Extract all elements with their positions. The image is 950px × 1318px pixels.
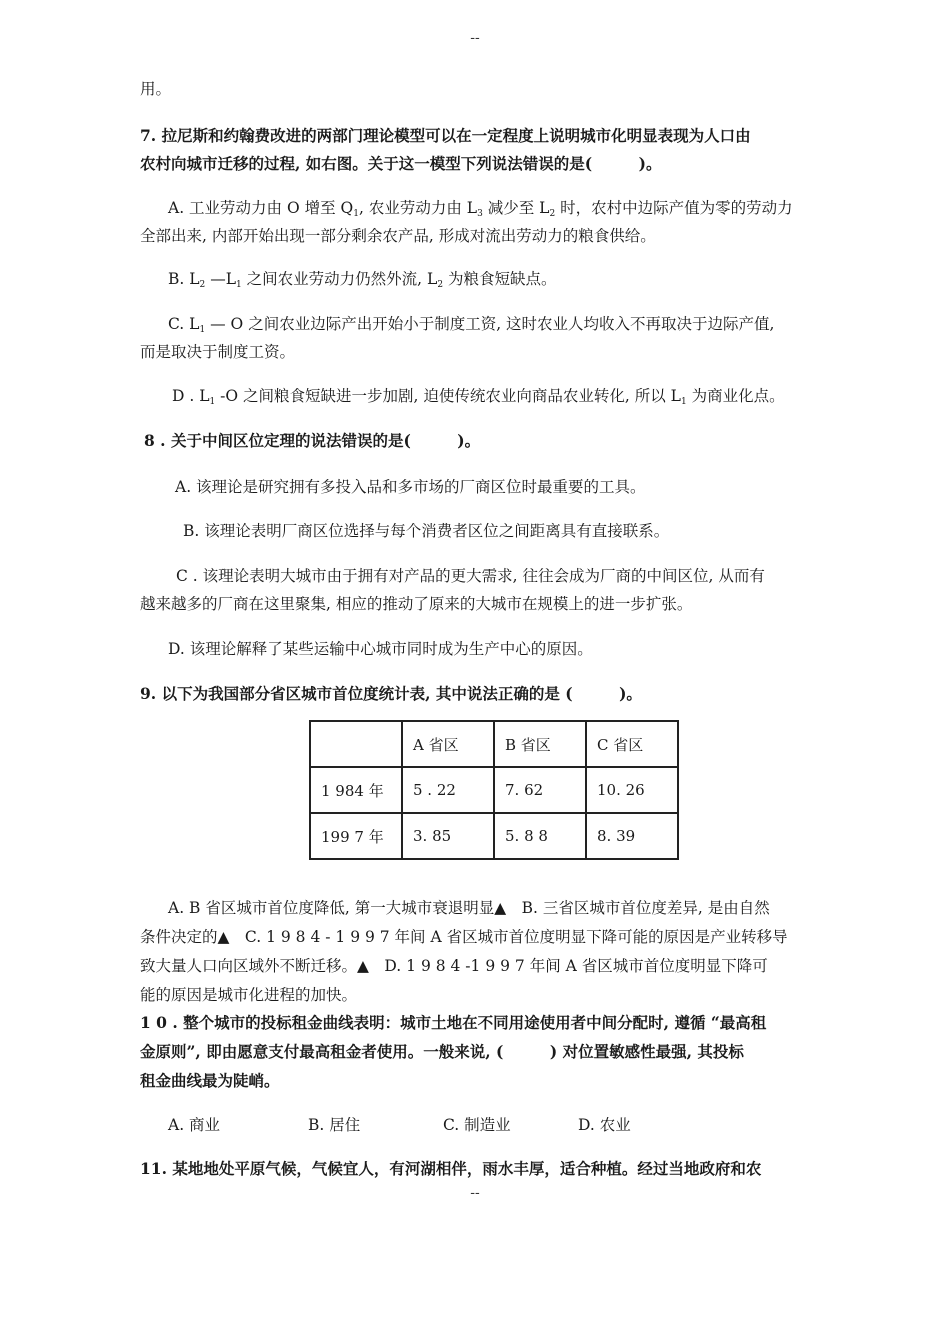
table-cell: 3. 85 xyxy=(402,813,494,859)
q8-option-c-line1: C . 该理论表明大城市由于拥有对产品的更大需求, 往往会成为厂商的中间区位, 从而有 xyxy=(176,567,765,585)
q10-stem-line2: 金原则”, 即由愿意支付最高租金者使用。一般来说, ( ) 对位置敏感性最强, 其投标 xyxy=(140,1042,744,1061)
header-mark: -- xyxy=(470,30,480,46)
table-header-row xyxy=(310,721,678,767)
q9-options-line2: 条件决定的▲ C. 1 9 8 4 - 1 9 9 7 年间 A 省区城市首位度明显下降可能的原因是产业转移导 xyxy=(140,928,788,946)
previous-question-tail: 用。 xyxy=(140,80,172,98)
table-cell: 8. 39 xyxy=(586,813,678,859)
table-cell: 7. 62 xyxy=(494,767,586,813)
q7-option-a-line2: 全部出来, 内部开始出现一部分剩余农产品, 形成对流出劳动力的粮食供给。 xyxy=(140,227,656,245)
q10-option-c: C. 制造业 xyxy=(443,1116,511,1134)
q10-options xyxy=(168,1114,848,1136)
q7-option-d: D . $L_1$ -O 之间粮食短缺进一步加剧, 迫使传统农业向商品农业转化, 所以 $L_1$ 为商业化点。 xyxy=(172,387,785,407)
q7-stem-line2: 农村向城市迁移的过程, 如右图。关于这一模型下列说法错误的是( )。 xyxy=(140,154,662,173)
q9-stem: 9. 以下为我国部分省区城市首位度统计表, 其中说法正确的是 ( )。 xyxy=(140,684,642,703)
table-cell: 199 7 年 xyxy=(310,813,402,859)
table-header-cell: A 省区 xyxy=(402,721,494,767)
q8-option-a: A. 该理论是研究拥有多投入品和多市场的厂商区位时最重要的工具。 xyxy=(175,478,646,496)
q9-options-line4: 能的原因是城市化进程的加快。 xyxy=(140,986,358,1004)
q10-option-a: A. 商业 xyxy=(168,1116,221,1134)
q7-stem-line1: 7. 拉尼斯和约翰费改进的两部门理论模型可以在一定程度上说明城市化明显表现为人口由 xyxy=(140,126,751,145)
q8-option-b: B. 该理论表明厂商区位选择与每个消费者区位之间距离具有直接联系。 xyxy=(183,522,670,540)
q10-option-b: B. 居住 xyxy=(308,1116,361,1134)
q7-option-c-line2: 而是取决于制度工资。 xyxy=(140,343,296,361)
q7-option-b: B. $L_2$ $—L_1$ 之间农业劳动力仍然外流, $L_2$ 为粮食短缺点。 xyxy=(168,270,557,290)
q10-stem-line3: 租金曲线最为陡峭。 xyxy=(140,1071,280,1090)
q8-option-c-line2: 越来越多的厂商在这里聚集, 相应的推动了原来的大城市在规模上的进一步扩张。 xyxy=(140,595,693,613)
q8-option-d: D. 该理论解释了某些运输中心城市同时成为生产中心的原因。 xyxy=(168,640,593,658)
table-cell: 1 984 年 xyxy=(310,767,402,813)
table-cell: 5. 8 8 xyxy=(494,813,586,859)
q9-options-line3: 致大量人口向区域外不断迁移。▲ D. 1 9 8 4 -1 9 9 7 年间 A 省区城市首位度明显下降可 xyxy=(140,957,768,975)
table-row xyxy=(310,813,678,859)
table-cell: 10. 26 xyxy=(586,767,678,813)
q10-option-d: D. 农业 xyxy=(578,1116,631,1134)
q9-options-line1: A. B 省区城市首位度降低, 第一大城市衰退明显▲ B. 三省区城市首位度差异, 是由自然 xyxy=(168,899,770,917)
q11-stem-line1: 11. 某地地处平原气候，气候宜人，有河湖相伴，雨水丰厚，适合种植。经过当地政府和农 xyxy=(140,1159,762,1178)
table-header-cell: B 省区 xyxy=(494,721,586,767)
q10-stem-line1: 1 0 . 整个城市的投标租金曲线表明：城市土地在不同用途使用者中间分配时, 遵循 “最高租 xyxy=(140,1013,767,1032)
table-row xyxy=(310,767,678,813)
q7-option-c-line1: C. $L_1$ — O 之间农业边际产出开始小于制度工资, 这时农业人均收入不再取决于边际产值, xyxy=(168,315,775,335)
q8-stem: 8 . 关于中间区位定理的说法错误的是( )。 xyxy=(144,431,481,450)
city-primacy-table xyxy=(309,720,679,860)
q7-option-a-line1: A. 工业劳动力由 O 增至 $Q_1$, 农业劳动力由 $L_3$ 减少至 $L_2$ 时，农村中边际产值为零的劳动力 xyxy=(168,199,793,219)
table-cell: 5 . 22 xyxy=(402,767,494,813)
table-header-cell xyxy=(310,721,402,767)
footer-mark: -- xyxy=(470,1185,480,1201)
table-header-cell: C 省区 xyxy=(586,721,678,767)
